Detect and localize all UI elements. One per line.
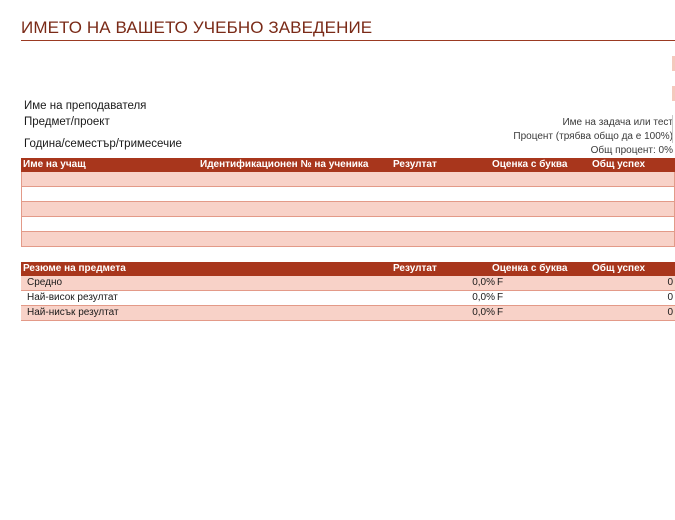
- summary-label: Най-нисък резултат: [27, 307, 119, 318]
- summary-score: 0,0%: [472, 292, 495, 303]
- summary-overall: 0: [667, 307, 673, 318]
- summary-table-header: [21, 262, 675, 276]
- column-summary[interactable]: Резюме на предмета: [23, 263, 126, 274]
- column-letter-grade[interactable]: Оценка с буква: [492, 263, 568, 274]
- assignment-name-label: Име на задача или тест: [562, 117, 673, 128]
- column-overall[interactable]: Общ успех: [592, 263, 646, 274]
- students-table-body: [21, 172, 675, 247]
- teacher-label: Име на преподавателя: [24, 100, 147, 112]
- summary-label: Най-висок резултат: [27, 292, 118, 303]
- summary-overall: 0: [667, 277, 673, 288]
- column-overall[interactable]: Общ успех: [592, 159, 646, 170]
- table-row[interactable]: [22, 232, 674, 247]
- summary-row-average[interactable]: [21, 276, 675, 291]
- term-label: Година/семестър/тримесечие: [24, 138, 182, 150]
- table-row[interactable]: [22, 187, 674, 202]
- summary-label: Средно: [27, 277, 63, 288]
- column-score[interactable]: Резултат: [393, 263, 437, 274]
- summary-row-lowest[interactable]: [21, 306, 675, 321]
- summary-score: 0,0%: [472, 307, 495, 318]
- assignment-percent-label: Процент (трябва общо да е 100%): [513, 131, 673, 142]
- subject-label: Предмет/проект: [24, 116, 110, 128]
- students-table-header: [21, 158, 675, 172]
- summary-overall: 0: [667, 292, 673, 303]
- summary-letter: F: [497, 277, 504, 288]
- total-percent-label: Общ процент: 0%: [590, 145, 673, 156]
- summary-row-highest[interactable]: [21, 291, 675, 306]
- column-student-id[interactable]: Идентификационен № на ученика: [200, 159, 369, 170]
- students-table: [21, 158, 675, 247]
- column-letter-grade[interactable]: Оценка с буква: [492, 159, 568, 170]
- table-row[interactable]: [22, 202, 674, 217]
- summary-score: 0,0%: [472, 277, 495, 288]
- summary-table: [21, 262, 675, 321]
- column-score[interactable]: Резултат: [393, 159, 437, 170]
- summary-letter: F: [497, 307, 504, 318]
- page-title: ИМЕТО НА ВАШЕТО УЧЕБНО ЗАВЕДЕНИЕ: [21, 18, 373, 37]
- table-row[interactable]: [22, 172, 674, 187]
- summary-letter: F: [497, 292, 504, 303]
- table-row[interactable]: [22, 217, 674, 232]
- column-student-name[interactable]: Име на учащ: [23, 159, 86, 170]
- title-underline: [21, 40, 675, 41]
